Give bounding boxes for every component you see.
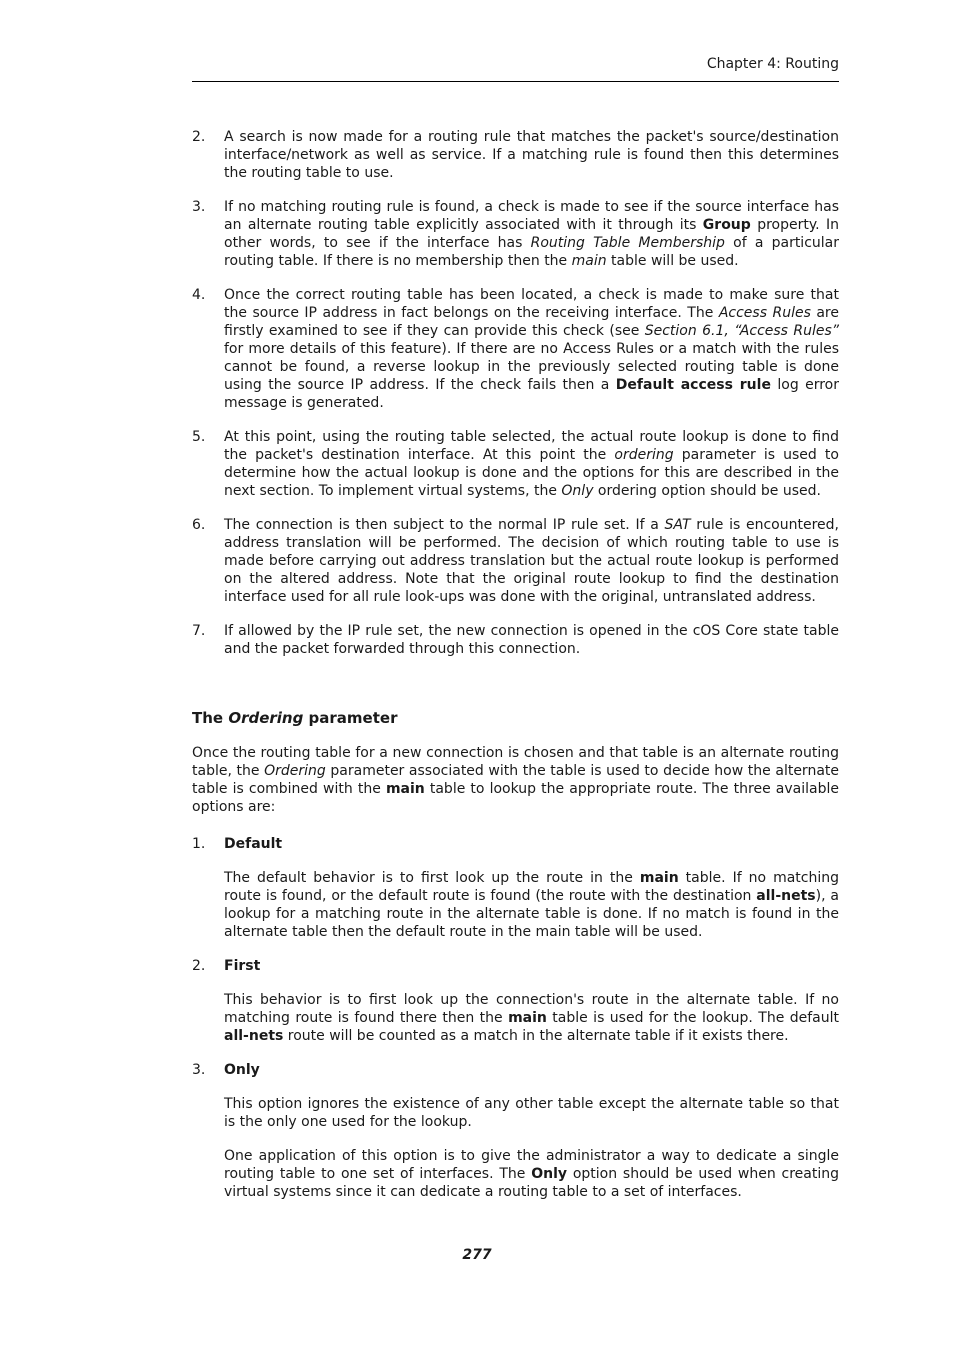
list-item-number: 7. [192, 623, 206, 639]
term-default-access-rule: Default access rule [615, 377, 771, 393]
term-group: Group [702, 217, 751, 233]
option-only [192, 1061, 839, 1201]
term-only: Only [561, 483, 594, 499]
term-sat: SAT [664, 517, 691, 533]
option-label: First [224, 958, 261, 974]
option-label: Default [224, 836, 283, 852]
option-number: 2. [192, 958, 206, 974]
section-intro-paragraph: Once the routing table for a new connection is chosen and that table is an alternate routing table, the Ordering parameter associated with the table is used to decide how the alternate table is combined with the main table to lookup the appropriate route. The three available options are: [192, 745, 839, 815]
option-description: The default behavior is to first look up the route in the main table. If no matching route is found, or the default route is found (the route with the destination all-nets), a lookup for a matching route in the alternate table is done. If no match is found in the alternate table then the default route in the main table will be used. [224, 870, 839, 940]
list-item-number: 6. [192, 517, 206, 533]
option-first [192, 957, 839, 1045]
option-description: This behavior is to first look up the connection's route in the alternate table. If no matching route is found there then the main table is used for the lookup. The default all-nets route will be counted as a match in the alternate table if it exists there. [224, 992, 839, 1044]
list-item [192, 198, 839, 270]
term-ordering: Ordering [264, 763, 326, 779]
option-default [192, 835, 839, 941]
section-heading: The Ordering parameter [192, 709, 398, 727]
section-reference: Section 6.1, “Access Rules” [644, 323, 839, 339]
list-item-text: A search is now made for a routing rule that matches the packet's source/destination interface/network as well as service. If a matching rule is found then this determines the routing table to use. [224, 129, 839, 181]
term-main: main [571, 253, 607, 269]
list-item [192, 516, 839, 606]
page-header [192, 55, 839, 82]
list-item [192, 428, 839, 500]
term-ordering: ordering [614, 447, 674, 463]
list-item-number: 4. [192, 287, 206, 303]
list-item [192, 128, 839, 182]
option-label: Only [224, 1062, 260, 1078]
page-number: 277 [462, 1247, 492, 1263]
list-item-number: 3. [192, 199, 206, 215]
list-item [192, 622, 839, 658]
term-access-rules: Access Rules [718, 305, 811, 321]
term-routing-table-membership: Routing Table Membership [530, 235, 725, 251]
list-item-number: 5. [192, 429, 206, 445]
list-item-number: 2. [192, 129, 206, 145]
list-item-text: Once the correct routing table has been located, a check is made to make sure that the source IP address in fact belongs on the receiving interface. The Access Rules are firstly examined to see if they can provide this check (see Section 6.1, “Access Rules” for more details of this feature). If there are no Access Rules or a match with the rules cannot be found, a reverse lookup in the previously selected routing table is done using the source IP address. If the check fails then a Default access rule log error message is generated. [224, 287, 839, 411]
routing-steps-list [192, 128, 839, 658]
chapter-title: Chapter 4: Routing [706, 56, 839, 72]
list-item-text: If allowed by the IP rule set, the new connection is opened in the cOS Core state table and the packet forwarded through this connection. [224, 623, 839, 657]
list-item-text: The connection is then subject to the normal IP rule set. If a SAT rule is encountered, address translation will be performed. The decision of which routing table to use is made before carrying out address translation but the actual route lookup is performed on the altered address. Note that the original route lookup to find the destination interface used for all rule look-ups was done with the original, untranslated address. [224, 517, 839, 605]
option-description: This option ignores the existence of any other table except the alternate table so that is the only one used for the lookup. [224, 1096, 839, 1130]
term-main: main [385, 781, 425, 797]
page-content [192, 128, 839, 1217]
list-item-text: At this point, using the routing table selected, the actual route lookup is done to find the packet's destination interface. At this point the ordering parameter is used to determine how the actual lookup is done and the options for this are described in the next section. To implement virtual systems, the Only ordering option should be used. [224, 429, 839, 499]
option-description: One application of this option is to give the administrator a way to dedicate a single routing table to one set of interfaces. The Only option should be used when creating virtual systems since it can dedicate a routing table to a set of interfaces. [224, 1148, 839, 1200]
list-item [192, 286, 839, 412]
option-number: 1. [192, 836, 206, 852]
list-item-text: If no matching routing rule is found, a check is made to see if the source interface has an alternate routing table explicitly associated with it through its Group property. In other words, to see if the interface has Routing Table Membership of a particular routing table. If there is no membership then the main table will be used. [224, 199, 839, 269]
option-number: 3. [192, 1062, 206, 1078]
